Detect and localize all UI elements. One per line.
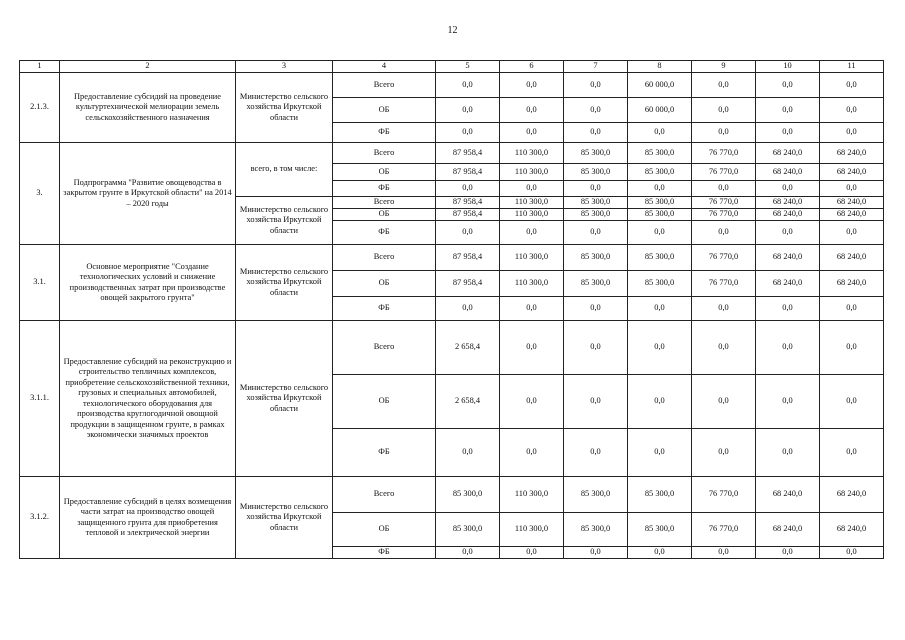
amount-cell: 0,0 — [692, 181, 756, 197]
table-row — [20, 321, 884, 375]
amount-cell: 0,0 — [692, 73, 756, 98]
amount-cell: 87 958,4 — [436, 143, 500, 164]
amount-cell: 0,0 — [436, 123, 500, 143]
column-header: 6 — [500, 61, 564, 73]
amount-cell: 87 958,4 — [436, 164, 500, 181]
amount-cell: 0,0 — [564, 181, 628, 197]
amount-cell: 0,0 — [564, 321, 628, 375]
amount-cell: 76 770,0 — [692, 143, 756, 164]
column-header: 1 — [20, 61, 60, 73]
amount-cell: 0,0 — [820, 297, 884, 321]
budget-kind: ФБ — [333, 297, 436, 321]
amount-cell: 0,0 — [756, 123, 820, 143]
column-header: 5 — [436, 61, 500, 73]
amount-cell: 0,0 — [500, 98, 564, 123]
amount-cell: 0,0 — [500, 123, 564, 143]
amount-cell: 0,0 — [436, 221, 500, 245]
amount-cell: 87 958,4 — [436, 209, 500, 221]
amount-cell: 87 958,4 — [436, 197, 500, 209]
amount-cell: 110 300,0 — [500, 197, 564, 209]
amount-cell: 0,0 — [500, 429, 564, 477]
amount-cell: 0,0 — [692, 321, 756, 375]
amount-cell: 110 300,0 — [500, 143, 564, 164]
amount-cell: 85 300,0 — [564, 245, 628, 271]
amount-cell: 85 300,0 — [564, 197, 628, 209]
budget-kind: ФБ — [333, 547, 436, 559]
budget-kind: ОБ — [333, 375, 436, 429]
amount-cell: 68 240,0 — [820, 477, 884, 513]
column-header: 11 — [820, 61, 884, 73]
amount-cell: 0,0 — [692, 221, 756, 245]
amount-cell: 85 300,0 — [628, 477, 692, 513]
amount-cell: 110 300,0 — [500, 209, 564, 221]
amount-cell: 76 770,0 — [692, 271, 756, 297]
amount-cell: 0,0 — [628, 429, 692, 477]
budget-kind: ОБ — [333, 164, 436, 181]
amount-cell: 0,0 — [436, 73, 500, 98]
row-number: 3. — [20, 143, 60, 245]
amount-cell: 85 300,0 — [564, 143, 628, 164]
amount-cell: 76 770,0 — [692, 477, 756, 513]
budget-table — [19, 60, 884, 559]
amount-cell: 76 770,0 — [692, 164, 756, 181]
amount-cell: 85 300,0 — [436, 477, 500, 513]
amount-cell: 68 240,0 — [820, 143, 884, 164]
row-number: 2.1.3. — [20, 73, 60, 143]
amount-cell: 0,0 — [564, 98, 628, 123]
amount-cell: 76 770,0 — [692, 197, 756, 209]
budget-kind: Всего — [333, 245, 436, 271]
amount-cell: 68 240,0 — [756, 209, 820, 221]
budget-kind: ОБ — [333, 271, 436, 297]
row-name: Подпрограмма "Развитие овощеводства в закрытом грунте в Иркутской области" на 2014 – 2020 годы — [60, 143, 236, 245]
budget-kind: Всего — [333, 73, 436, 98]
page-number: 12 — [447, 25, 458, 36]
amount-cell: 110 300,0 — [500, 271, 564, 297]
amount-cell: 0,0 — [692, 547, 756, 559]
budget-kind: Всего — [333, 197, 436, 209]
amount-cell: 0,0 — [820, 98, 884, 123]
amount-cell: 68 240,0 — [820, 197, 884, 209]
budget-kind: ОБ — [333, 98, 436, 123]
amount-cell: 0,0 — [564, 297, 628, 321]
amount-cell: 85 300,0 — [564, 164, 628, 181]
amount-cell: 0,0 — [820, 321, 884, 375]
budget-kind: ОБ — [333, 513, 436, 547]
budget-kind: Всего — [333, 143, 436, 164]
table-row — [20, 73, 884, 98]
amount-cell: 0,0 — [692, 375, 756, 429]
amount-cell: 110 300,0 — [500, 477, 564, 513]
amount-cell: 0,0 — [756, 375, 820, 429]
amount-cell: 68 240,0 — [820, 245, 884, 271]
row-executor: Министерство сельского хозяйства Иркутской области — [236, 477, 333, 559]
column-header: 2 — [60, 61, 236, 73]
amount-cell: 2 658,4 — [436, 375, 500, 429]
row-number: 3.1. — [20, 245, 60, 321]
header-row — [20, 61, 884, 73]
amount-cell: 68 240,0 — [756, 271, 820, 297]
column-header: 9 — [692, 61, 756, 73]
amount-cell: 0,0 — [756, 547, 820, 559]
column-header: 3 — [236, 61, 333, 73]
amount-cell: 0,0 — [756, 221, 820, 245]
row-number: 3.1.1. — [20, 321, 60, 477]
amount-cell: 0,0 — [500, 547, 564, 559]
amount-cell: 87 958,4 — [436, 271, 500, 297]
amount-cell: 0,0 — [564, 375, 628, 429]
amount-cell: 85 300,0 — [628, 245, 692, 271]
budget-kind: ФБ — [333, 221, 436, 245]
amount-cell: 0,0 — [756, 429, 820, 477]
budget-kind: ФБ — [333, 429, 436, 477]
amount-cell: 0,0 — [756, 321, 820, 375]
amount-cell: 0,0 — [500, 321, 564, 375]
amount-cell: 85 300,0 — [564, 209, 628, 221]
amount-cell: 0,0 — [564, 73, 628, 98]
amount-cell: 0,0 — [820, 547, 884, 559]
amount-cell: 110 300,0 — [500, 164, 564, 181]
amount-cell: 76 770,0 — [692, 245, 756, 271]
row-executor: Министерство сельского хозяйства Иркутской области — [236, 73, 333, 143]
amount-cell: 0,0 — [692, 429, 756, 477]
amount-cell: 85 300,0 — [628, 164, 692, 181]
amount-cell: 85 300,0 — [564, 271, 628, 297]
amount-cell: 0,0 — [628, 321, 692, 375]
amount-cell: 0,0 — [436, 181, 500, 197]
row-number: 3.1.2. — [20, 477, 60, 559]
amount-cell: 85 300,0 — [628, 209, 692, 221]
amount-cell: 0,0 — [628, 297, 692, 321]
amount-cell: 0,0 — [436, 429, 500, 477]
amount-cell: 0,0 — [564, 547, 628, 559]
amount-cell: 2 658,4 — [436, 321, 500, 375]
amount-cell: 0,0 — [692, 98, 756, 123]
amount-cell: 0,0 — [756, 181, 820, 197]
amount-cell: 0,0 — [500, 297, 564, 321]
amount-cell: 0,0 — [628, 181, 692, 197]
amount-cell: 0,0 — [756, 98, 820, 123]
row-name: Предоставление субсидий на проведение культуртехнической мелиорации земель сельскохозяйственного назначения — [60, 73, 236, 143]
amount-cell: 0,0 — [628, 547, 692, 559]
amount-cell: 68 240,0 — [820, 164, 884, 181]
row-executor: Министерство сельского хозяйства Иркутской области — [236, 197, 333, 245]
amount-cell: 0,0 — [756, 73, 820, 98]
amount-cell: 110 300,0 — [500, 245, 564, 271]
amount-cell: 0,0 — [500, 375, 564, 429]
budget-kind: ФБ — [333, 123, 436, 143]
amount-cell: 0,0 — [820, 221, 884, 245]
table-row — [20, 477, 884, 513]
row-name: Предоставление субсидий на реконструкцию и строительство тепличных комплексов, приобретение сельскохозяйственной техники, грузовых и специальных автомобилей, технологического оборудования для производства круглогодичной овощной продукции в защищенном грунте, в рамках экономически значимых проектов — [60, 321, 236, 477]
budget-kind: ФБ — [333, 181, 436, 197]
row-executor: Министерство сельского хозяйства Иркутской области — [236, 321, 333, 477]
amount-cell: 76 770,0 — [692, 513, 756, 547]
amount-cell: 0,0 — [756, 297, 820, 321]
budget-kind: ОБ — [333, 209, 436, 221]
amount-cell: 68 240,0 — [756, 513, 820, 547]
amount-cell: 68 240,0 — [756, 245, 820, 271]
amount-cell: 0,0 — [820, 429, 884, 477]
amount-cell: 0,0 — [628, 375, 692, 429]
row-executor: всего, в том числе: — [236, 143, 333, 197]
amount-cell: 0,0 — [564, 221, 628, 245]
amount-cell: 0,0 — [820, 123, 884, 143]
amount-cell: 85 300,0 — [628, 513, 692, 547]
amount-cell: 0,0 — [820, 375, 884, 429]
amount-cell: 0,0 — [500, 181, 564, 197]
row-name: Основное мероприятие "Создание технологических условий и снижение производственных затрат при производстве овощей закрытого грунта" — [60, 245, 236, 321]
amount-cell: 68 240,0 — [820, 209, 884, 221]
amount-cell: 0,0 — [436, 547, 500, 559]
row-executor: Министерство сельского хозяйства Иркутской области — [236, 245, 333, 321]
amount-cell: 68 240,0 — [756, 477, 820, 513]
amount-cell: 87 958,4 — [436, 245, 500, 271]
column-header: 10 — [756, 61, 820, 73]
amount-cell: 0,0 — [628, 123, 692, 143]
amount-cell: 0,0 — [436, 98, 500, 123]
amount-cell: 0,0 — [820, 181, 884, 197]
amount-cell: 68 240,0 — [756, 143, 820, 164]
amount-cell: 68 240,0 — [820, 271, 884, 297]
row-name: Предоставление субсидий в целях возмещения части затрат на производство овощей защищенного грунта для приобретения тепловой и электрической энергии — [60, 477, 236, 559]
amount-cell: 60 000,0 — [628, 73, 692, 98]
amount-cell: 0,0 — [692, 297, 756, 321]
amount-cell: 85 300,0 — [564, 477, 628, 513]
amount-cell: 0,0 — [500, 73, 564, 98]
amount-cell: 85 300,0 — [436, 513, 500, 547]
amount-cell: 68 240,0 — [820, 513, 884, 547]
amount-cell: 85 300,0 — [628, 143, 692, 164]
amount-cell: 0,0 — [500, 221, 564, 245]
amount-cell: 85 300,0 — [564, 513, 628, 547]
amount-cell: 0,0 — [436, 297, 500, 321]
table-row — [20, 245, 884, 271]
column-header: 8 — [628, 61, 692, 73]
table-row — [20, 143, 884, 164]
amount-cell: 68 240,0 — [756, 197, 820, 209]
amount-cell: 0,0 — [628, 221, 692, 245]
amount-cell: 0,0 — [820, 73, 884, 98]
budget-kind: Всего — [333, 477, 436, 513]
amount-cell: 0,0 — [564, 123, 628, 143]
amount-cell: 0,0 — [692, 123, 756, 143]
amount-cell: 60 000,0 — [628, 98, 692, 123]
amount-cell: 110 300,0 — [500, 513, 564, 547]
column-header: 7 — [564, 61, 628, 73]
amount-cell: 85 300,0 — [628, 271, 692, 297]
column-header: 4 — [333, 61, 436, 73]
amount-cell: 85 300,0 — [628, 197, 692, 209]
amount-cell: 0,0 — [564, 429, 628, 477]
amount-cell: 68 240,0 — [756, 164, 820, 181]
budget-kind: Всего — [333, 321, 436, 375]
amount-cell: 76 770,0 — [692, 209, 756, 221]
